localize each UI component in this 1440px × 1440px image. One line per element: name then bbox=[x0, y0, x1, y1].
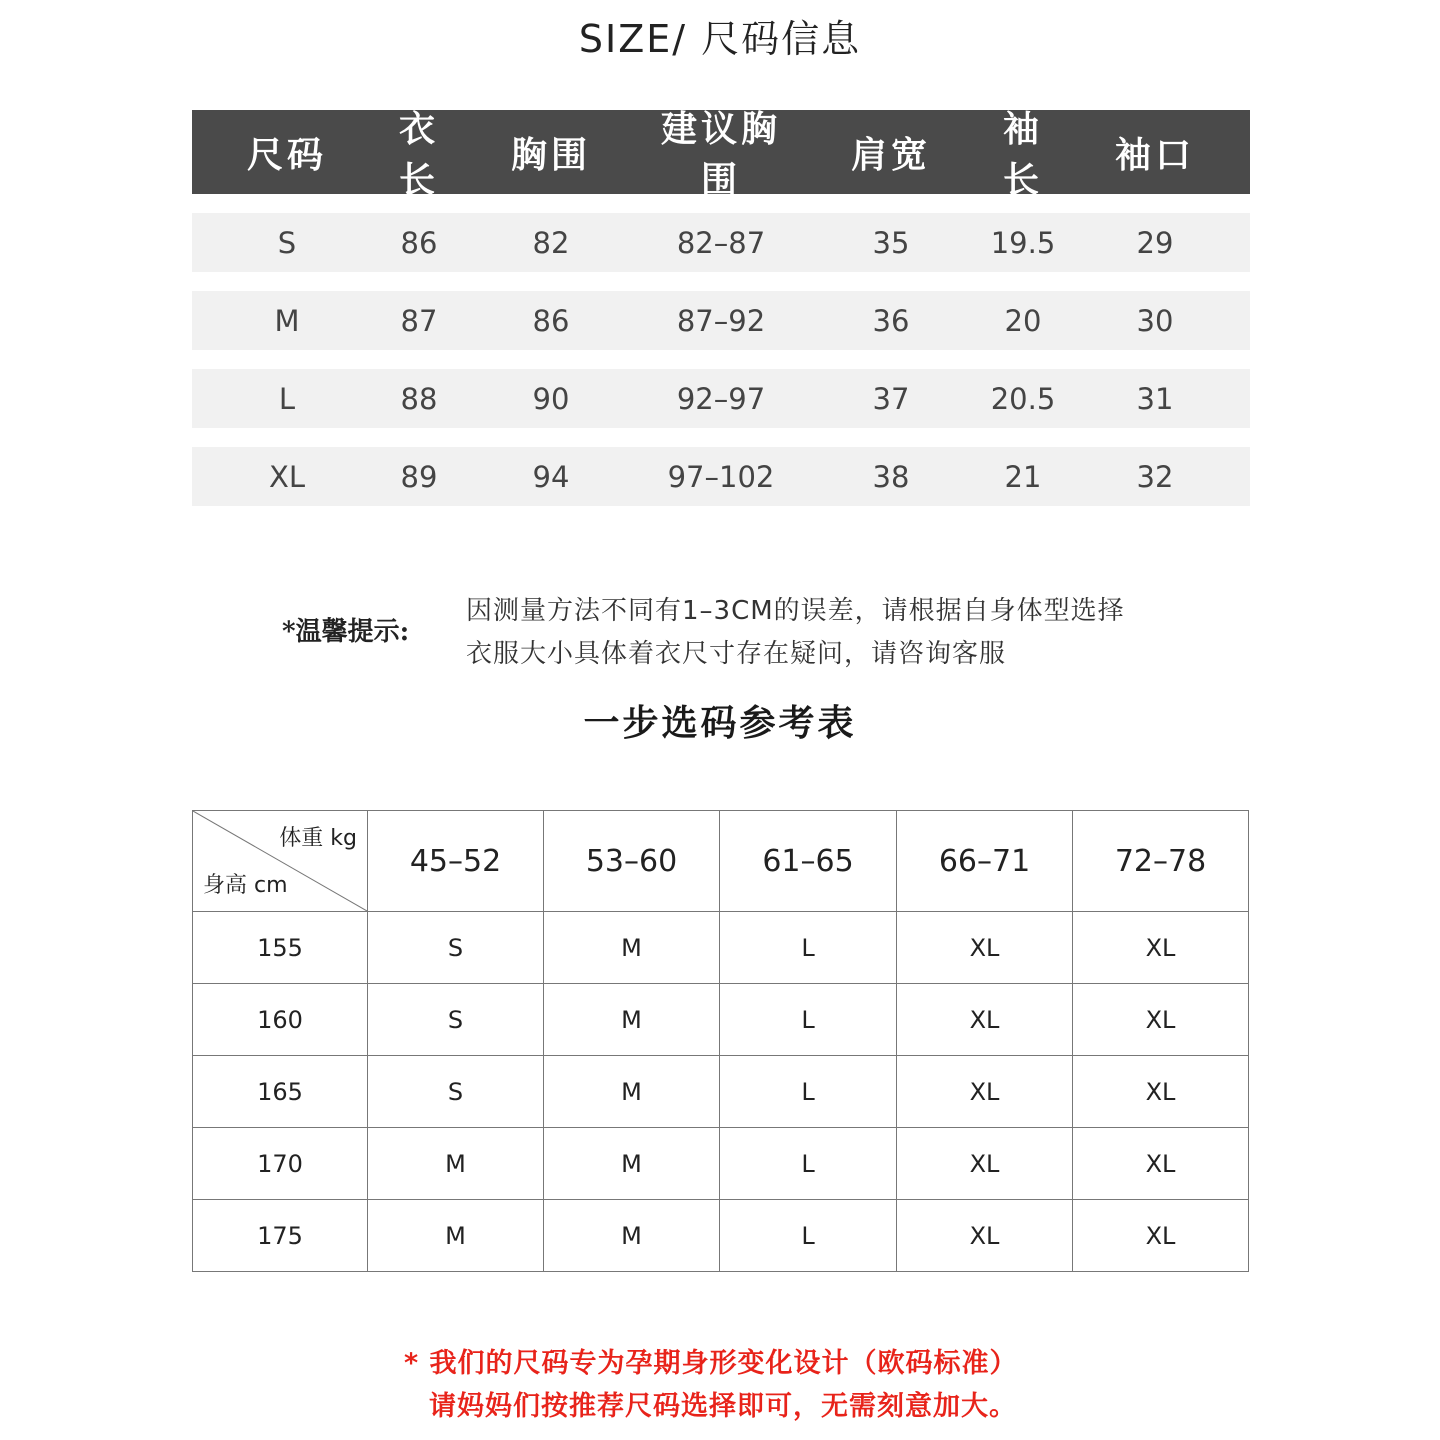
header-shoulder: 肩宽 bbox=[850, 134, 931, 176]
weight-range: 66–71 bbox=[897, 811, 1073, 912]
tip-line: 衣服大小具体着衣尺寸存在疑问，请咨询客服 bbox=[466, 639, 1007, 669]
recommended-size: XL bbox=[897, 1200, 1073, 1272]
height-value: 175 bbox=[193, 1200, 368, 1272]
length-cell: 86 bbox=[400, 225, 438, 260]
suggested-bust-cell: 82–87 bbox=[676, 225, 766, 260]
sleeve-length-cell: 20.5 bbox=[990, 381, 1056, 416]
height-row bbox=[193, 912, 1249, 984]
shoulder-cell: 37 bbox=[872, 381, 910, 416]
size-cell: M bbox=[274, 303, 300, 338]
selection-title: 一步选码参考表 bbox=[583, 702, 857, 744]
weight-range: 53–60 bbox=[544, 811, 720, 912]
recommended-size: M bbox=[544, 1128, 720, 1200]
sleeve-length-cell: 21 bbox=[1004, 459, 1042, 494]
corner-cell bbox=[193, 811, 368, 912]
shoulder-cell: 35 bbox=[872, 225, 910, 260]
size-cell: XL bbox=[268, 459, 306, 494]
maternity-size-note bbox=[404, 1342, 1018, 1428]
recommended-size: L bbox=[720, 912, 897, 984]
height-row bbox=[193, 1056, 1249, 1128]
height-row bbox=[193, 984, 1249, 1056]
recommended-size: XL bbox=[1073, 912, 1249, 984]
height-row bbox=[193, 1200, 1249, 1272]
note-line: * 我们的尺码专为孕期身形变化设计（欧码标准） bbox=[404, 1348, 1018, 1379]
size-row bbox=[192, 213, 1250, 272]
cuff-cell: 31 bbox=[1136, 381, 1174, 416]
weight-range: 72–78 bbox=[1073, 811, 1249, 912]
recommended-size: XL bbox=[1073, 984, 1249, 1056]
recommended-size: L bbox=[720, 1128, 897, 1200]
length-cell: 87 bbox=[400, 303, 438, 338]
recommended-size: M bbox=[368, 1128, 544, 1200]
note-line: 请妈妈们按推荐尺码选择即可，无需刻意加大。 bbox=[429, 1391, 1017, 1422]
recommended-size: S bbox=[368, 912, 544, 984]
recommended-size: XL bbox=[1073, 1056, 1249, 1128]
recommended-size: L bbox=[720, 1056, 897, 1128]
header-sleeve-length: 袖长 bbox=[1002, 109, 1043, 201]
bust-cell: 86 bbox=[532, 303, 570, 338]
tip-text bbox=[466, 590, 1125, 676]
height-value: 155 bbox=[193, 912, 368, 984]
recommended-size: XL bbox=[897, 1128, 1073, 1200]
size-row bbox=[192, 447, 1250, 506]
weight-header-row bbox=[193, 811, 1249, 912]
recommended-size: XL bbox=[897, 912, 1073, 984]
height-value: 170 bbox=[193, 1128, 368, 1200]
recommended-size: XL bbox=[1073, 1128, 1249, 1200]
recommended-size: M bbox=[544, 912, 720, 984]
shoulder-cell: 38 bbox=[872, 459, 910, 494]
size-selection-table bbox=[192, 810, 1249, 1272]
page-title: SIZE/ 尺码信息 bbox=[578, 17, 862, 61]
suggested-bust-cell: 92–97 bbox=[676, 381, 766, 416]
length-cell: 89 bbox=[400, 459, 438, 494]
recommended-size: S bbox=[368, 1056, 544, 1128]
height-value: 165 bbox=[193, 1056, 368, 1128]
tip-line: 因测量方法不同有1–3CM的误差，请根据自身体型选择 bbox=[466, 596, 1125, 626]
size-row bbox=[192, 291, 1250, 350]
recommended-size: L bbox=[720, 984, 897, 1056]
size-table-header bbox=[192, 109, 1250, 201]
header-size: 尺码 bbox=[246, 134, 327, 176]
recommended-size: L bbox=[720, 1200, 897, 1272]
header-bust: 胸围 bbox=[510, 134, 591, 176]
recommended-size: XL bbox=[897, 984, 1073, 1056]
bust-cell: 90 bbox=[532, 381, 570, 416]
tip-label: *温馨提示: bbox=[282, 617, 410, 647]
header-cuff: 袖口 bbox=[1114, 134, 1195, 176]
header-suggested-bust: 建议胸围 bbox=[660, 109, 781, 201]
recommended-size: M bbox=[368, 1200, 544, 1272]
recommended-size: M bbox=[544, 1056, 720, 1128]
bust-cell: 82 bbox=[532, 225, 570, 260]
recommended-size: S bbox=[368, 984, 544, 1056]
weight-axis-label: 体重 kg bbox=[279, 826, 357, 851]
sleeve-length-cell: 20 bbox=[1004, 303, 1042, 338]
shoulder-cell: 36 bbox=[872, 303, 910, 338]
height-axis-label: 身高 cm bbox=[203, 873, 288, 898]
recommended-size: XL bbox=[897, 1056, 1073, 1128]
bust-cell: 94 bbox=[532, 459, 570, 494]
height-row bbox=[193, 1128, 1249, 1200]
size-row bbox=[192, 369, 1250, 428]
height-value: 160 bbox=[193, 984, 368, 1056]
sleeve-length-cell: 19.5 bbox=[990, 225, 1056, 260]
weight-range: 61–65 bbox=[720, 811, 897, 912]
weight-range: 45–52 bbox=[368, 811, 544, 912]
cuff-cell: 30 bbox=[1136, 303, 1174, 338]
size-table bbox=[192, 110, 1250, 506]
header-length: 衣长 bbox=[398, 109, 439, 201]
cuff-cell: 29 bbox=[1136, 225, 1174, 260]
size-cell: L bbox=[278, 381, 296, 416]
recommended-size: XL bbox=[1073, 1200, 1249, 1272]
size-cell: S bbox=[277, 225, 297, 260]
suggested-bust-cell: 87–92 bbox=[676, 303, 766, 338]
recommended-size: M bbox=[544, 1200, 720, 1272]
recommended-size: M bbox=[544, 984, 720, 1056]
length-cell: 88 bbox=[400, 381, 438, 416]
cuff-cell: 32 bbox=[1136, 459, 1174, 494]
suggested-bust-cell: 97–102 bbox=[667, 459, 775, 494]
